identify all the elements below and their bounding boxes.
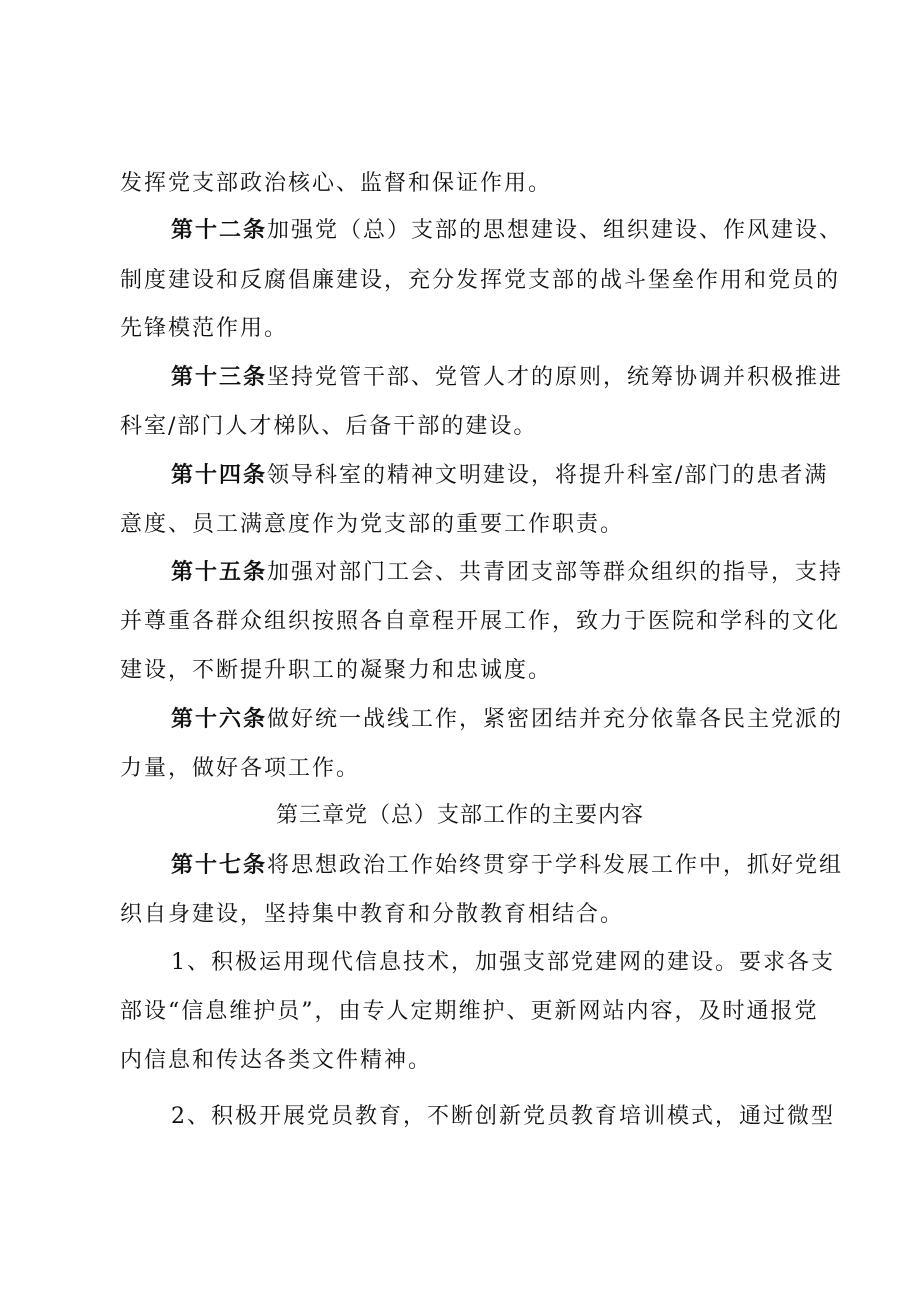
body-text: 内信息和传达各类文件精神。 (120, 1048, 433, 1073)
article-title: 第十六条 (171, 707, 268, 732)
body-text: 加强对部门工会、共青团支部等群众组织的指导，支持 (267, 560, 844, 585)
paragraph-line (0, 995, 920, 1029)
paragraph-line (0, 605, 920, 639)
article-title: 第十三条 (171, 365, 268, 390)
body-text: 做好统一战线工作，紧密团结并充分依靠各民主党派的 (267, 707, 844, 732)
body-text: 发挥党支部政治核心、监督和保证作用。 (120, 171, 553, 196)
body-text: 意度、员工满意度作为党支部的重要工作职责。 (120, 512, 625, 537)
body-text: 2、积极开展党员教育，不断创新党员教育培训模式，通过微型 (171, 1104, 835, 1129)
paragraph-line (0, 508, 920, 542)
body-text: 织自身建设，坚持集中教育和分散教育相结合。 (120, 902, 625, 927)
paragraph-line (0, 312, 920, 346)
body-text: 先锋模范作用。 (120, 316, 289, 341)
chapter-heading: 第三章党（总）支部工作的主要内容 (275, 803, 644, 828)
body-text: 坚持党管干部、党管人才的原则，统筹协调并积极推进 (267, 365, 844, 390)
body-text: 将思想政治工作始终贯穿于学科发展工作中，抓好党组 (267, 853, 844, 878)
paragraph-line (0, 167, 920, 201)
body-text: 并尊重各群众组织按照各自章程开展工作，致力于医院和学科的文化 (120, 609, 841, 634)
body-text: 建设，不断提升职工的凝聚力和忠诚度。 (120, 658, 553, 683)
list-item-2-line (0, 1100, 920, 1134)
paragraph-line (0, 654, 920, 688)
body-text: 领导科室的精神文明建设，将提升科室/部门的患者满 (267, 463, 829, 488)
article-title: 第十四条 (171, 463, 268, 488)
article-title: 第十七条 (171, 853, 268, 878)
body-text: 力量，做好各项工作。 (120, 756, 361, 781)
article-13-line (0, 361, 920, 395)
paragraph-line (0, 264, 920, 298)
article-14-line (0, 459, 920, 493)
paragraph-line (0, 752, 920, 786)
list-item-1-line (0, 946, 920, 980)
body-text: 科室/部门人才梯队、后备干部的建设。 (120, 414, 538, 439)
paragraph-line (0, 1044, 920, 1078)
article-title: 第十五条 (171, 560, 268, 585)
article-12-line (0, 214, 920, 248)
body-text: 加强党（总）支部的思想建设、组织建设、作风建设、 (267, 218, 844, 243)
body-text: 部设“信息维护员”，由专人定期维护、更新网站内容，及时通报党 (120, 999, 819, 1024)
body-text: 1、积极运用现代信息技术，加强支部党建网的建设。要求各支 (171, 950, 835, 975)
article-title: 第十二条 (171, 218, 268, 243)
body-text: 制度建设和反腐倡廉建设，充分发挥党支部的战斗堡垒作用和党员的 (120, 268, 841, 293)
article-15-line (0, 556, 920, 590)
paragraph-line (0, 410, 920, 444)
article-17-line (0, 849, 920, 883)
paragraph-line (0, 898, 920, 932)
article-16-line (0, 703, 920, 737)
